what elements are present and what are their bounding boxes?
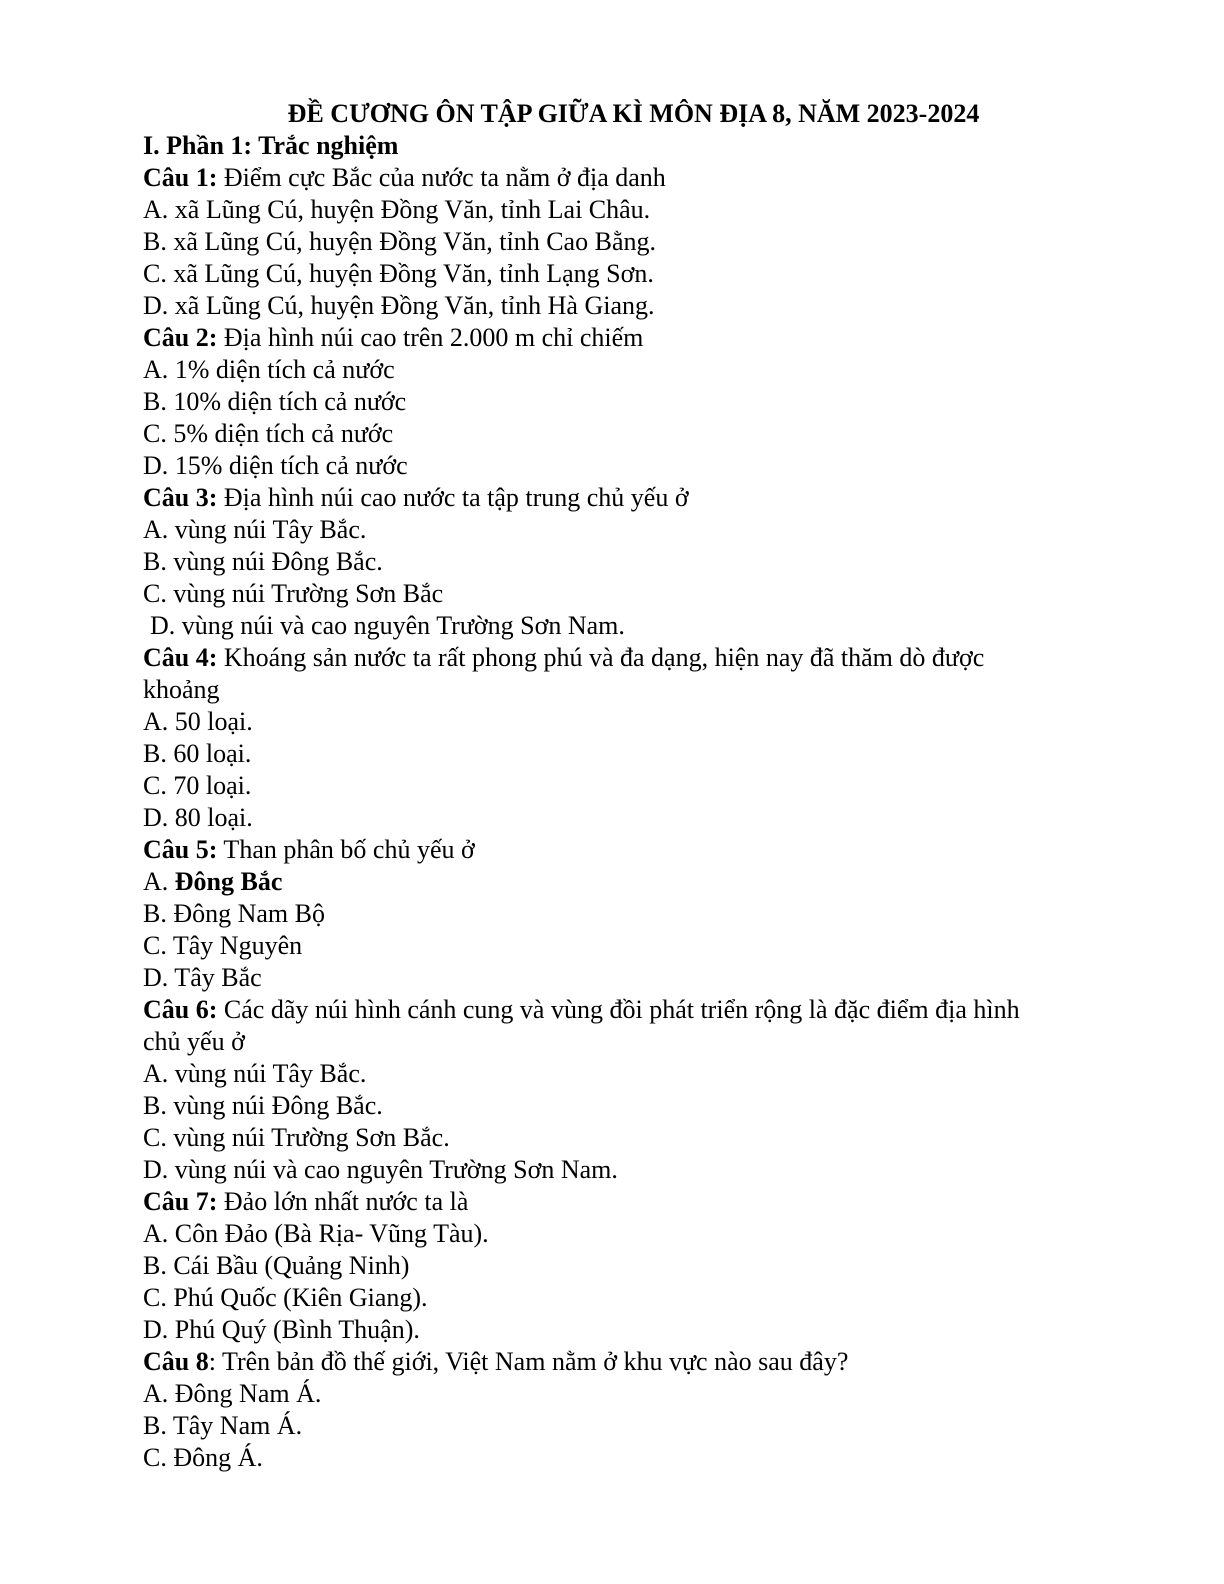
option-3d: D. vùng núi và cao nguyên Trường Sơn Nam.: [150, 611, 625, 640]
section-heading: I. Phần 1: Trắc nghiệm: [143, 131, 399, 160]
option-8a: A. Đông Nam Á.: [143, 1379, 322, 1408]
option-7b: B. Cái Bầu (Quảng Ninh): [143, 1251, 410, 1280]
option-1c: C. xã Lũng Cú, huyện Đồng Văn, tỉnh Lạng Sơn.: [143, 259, 654, 288]
question-7: [143, 1186, 1103, 1218]
document-page: [143, 98, 1103, 1474]
question-2: [143, 322, 1103, 354]
option-1a: A. xã Lũng Cú, huyện Đồng Văn, tỉnh Lai Châu.: [143, 195, 651, 224]
question-3: [143, 482, 1103, 514]
question-text: Điểm cực Bắc của nước ta nằm ở địa danh: [217, 163, 666, 192]
question-6: [143, 994, 1103, 1026]
option-answer-highlight: Đông Bắc: [174, 867, 283, 896]
question-text: Khoáng sản nước ta rất phong phú và đa dạng, hiện nay đã thăm dò được: [217, 643, 985, 672]
question-label: Câu 8: [143, 1347, 209, 1376]
option-6a: A. vùng núi Tây Bắc.: [143, 1059, 367, 1088]
question-text: Các dãy núi hình cánh cung và vùng đồi phát triển rộng là đặc điểm địa hình: [217, 995, 1020, 1024]
option-3c: C. vùng núi Trường Sơn Bắc: [143, 579, 444, 608]
question-4: [143, 642, 1103, 674]
question-5: [143, 834, 1103, 866]
question-8: [143, 1346, 1103, 1378]
question-label: Câu 2:: [143, 323, 218, 352]
question-label: Câu 6:: [143, 995, 218, 1024]
option-5b: B. Đông Nam Bộ: [143, 899, 325, 928]
question-label: Câu 3:: [143, 483, 218, 512]
option-4a: A. 50 loại.: [143, 707, 253, 736]
option-7a: A. Côn Đảo (Bà Rịa- Vũng Tàu).: [143, 1219, 489, 1248]
question-6-continuation: chủ yếu ở: [143, 1027, 245, 1056]
option-2c: C. 5% diện tích cả nước: [143, 419, 394, 448]
question-text: Địa hình núi cao nước ta tập trung chủ yếu ở: [217, 483, 689, 512]
option-8c: C. Đông Á.: [143, 1443, 263, 1472]
option-8b: B. Tây Nam Á.: [143, 1411, 303, 1440]
question-label: Câu 5:: [143, 835, 218, 864]
option-4d: D. 80 loại.: [143, 803, 253, 832]
question-text: Đảo lớn nhất nước ta là: [217, 1187, 469, 1216]
option-4b: B. 60 loại.: [143, 739, 252, 768]
question-text: : Trên bản đồ thế giới, Việt Nam nằm ở khu vực nào sau đây?: [208, 1347, 849, 1376]
question-4-continuation: khoảng: [143, 675, 220, 704]
option-1b: B. xã Lũng Cú, huyện Đồng Văn, tỉnh Cao Bằng.: [143, 227, 656, 256]
option-5c: C. Tây Nguyên: [143, 931, 303, 960]
question-label: Câu 7:: [143, 1187, 218, 1216]
option-6c: C. vùng núi Trường Sơn Bắc.: [143, 1123, 450, 1152]
option-3b: B. vùng núi Đông Bắc.: [143, 547, 383, 576]
option-prefix: A.: [143, 867, 175, 896]
option-7d: D. Phú Quý (Bình Thuận).: [143, 1315, 420, 1344]
option-1d: D. xã Lũng Cú, huyện Đồng Văn, tỉnh Hà Giang.: [143, 291, 655, 320]
option-4c: C. 70 loại.: [143, 771, 252, 800]
question-label: Câu 1:: [143, 163, 218, 192]
option-7c: C. Phú Quốc (Kiên Giang).: [143, 1283, 428, 1312]
question-text: Than phân bố chủ yếu ở: [217, 835, 475, 864]
option-6b: B. vùng núi Đông Bắc.: [143, 1091, 383, 1120]
option-5d: D. Tây Bắc: [143, 963, 262, 992]
option-6d: D. vùng núi và cao nguyên Trường Sơn Nam.: [143, 1155, 618, 1184]
document-title: ĐỀ CƯƠNG ÔN TẬP GIỮA KÌ MÔN ĐỊA 8, NĂM 2023-2024: [287, 99, 980, 128]
option-3a: A. vùng núi Tây Bắc.: [143, 515, 367, 544]
option-2a: A. 1% diện tích cả nước: [143, 355, 395, 384]
question-1: [143, 162, 1103, 194]
question-label: Câu 4:: [143, 643, 218, 672]
question-text: Địa hình núi cao trên 2.000 m chỉ chiếm: [217, 323, 644, 352]
option-2d: D. 15% diện tích cả nước: [143, 451, 408, 480]
option-5a: [143, 866, 1103, 898]
option-2b: B. 10% diện tích cả nước: [143, 387, 407, 416]
